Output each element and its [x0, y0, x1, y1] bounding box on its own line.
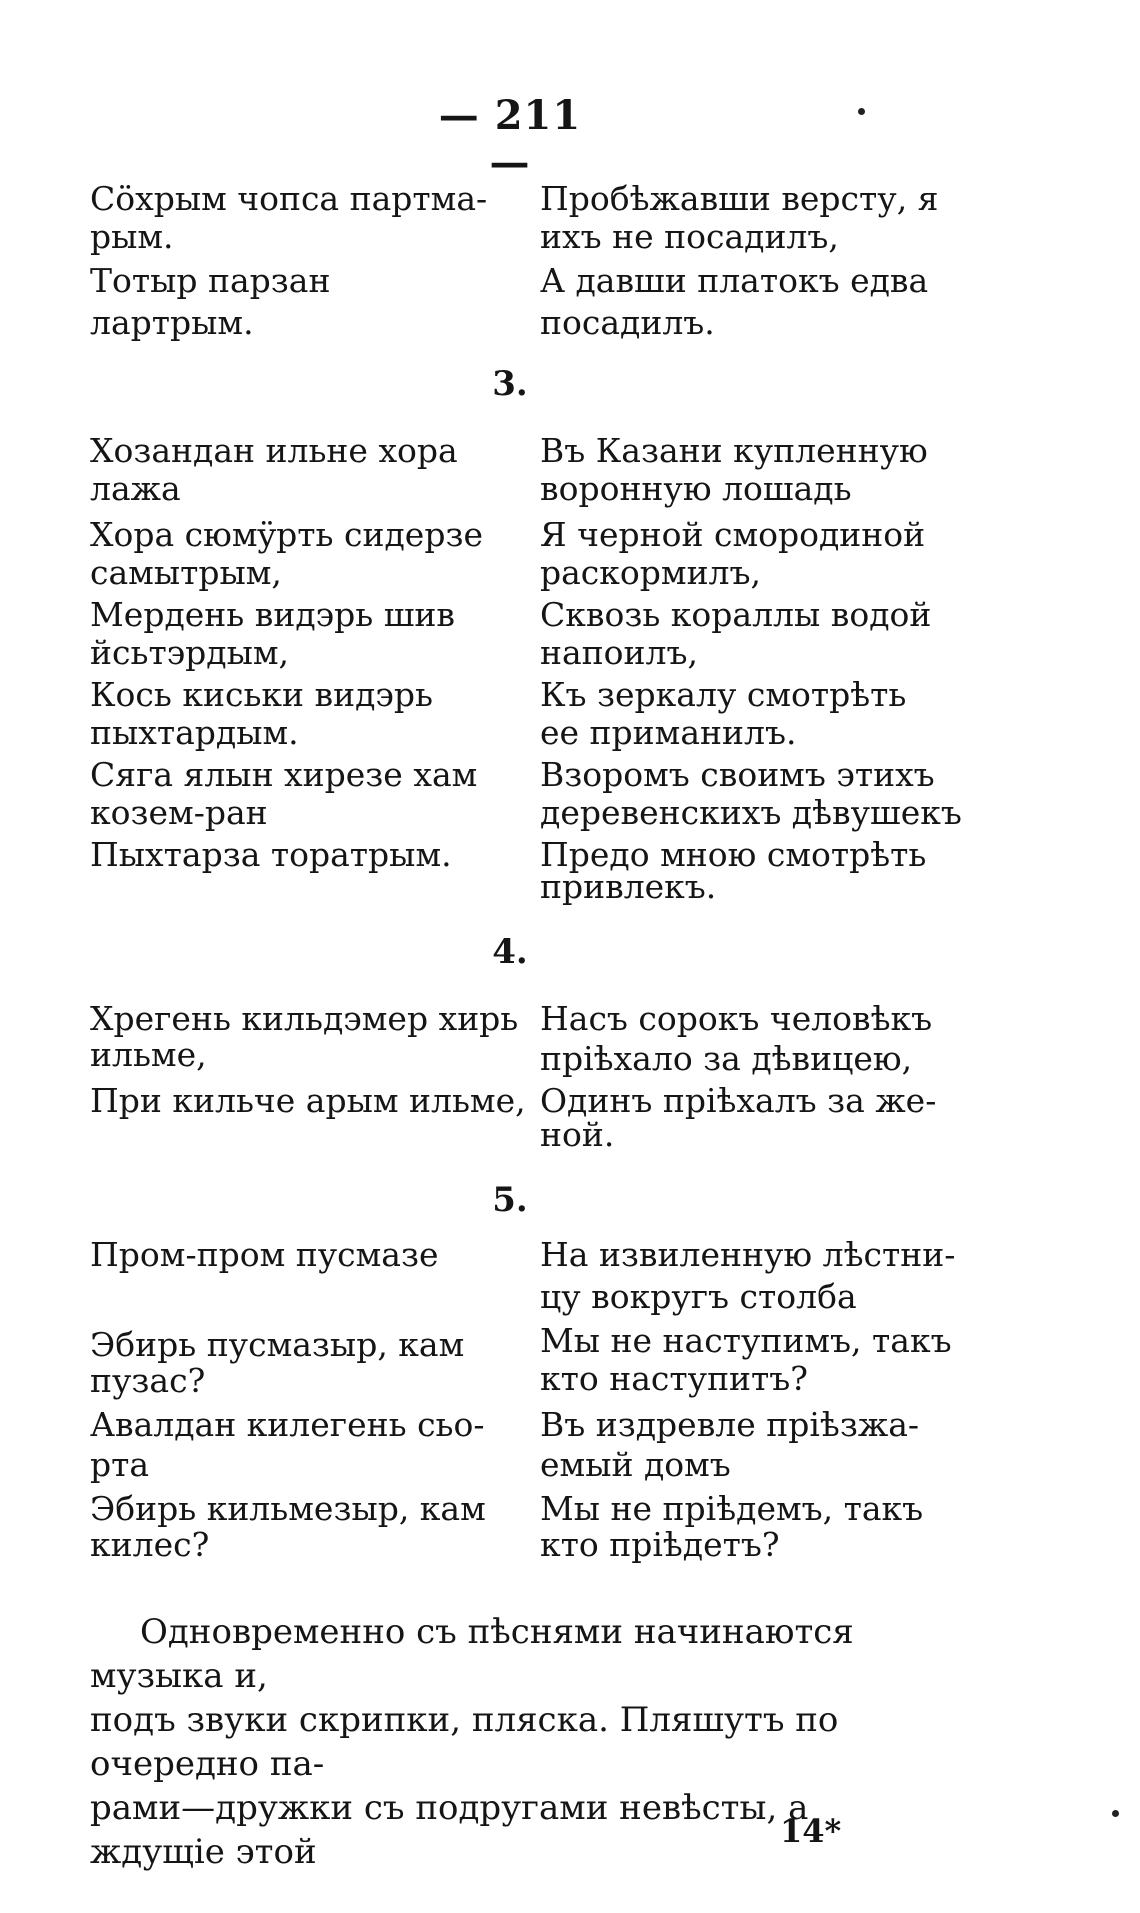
udmurt-line: Хозандан ильне хора: [90, 431, 458, 470]
udmurt-line: Эбирь пусмазыр, кам: [90, 1325, 465, 1364]
stanza-number: 5.: [492, 1180, 528, 1220]
russian-line: Пробѣжавши версту, я: [540, 179, 939, 218]
udmurt-line: лажа: [90, 469, 181, 508]
stanza-number: 3.: [492, 364, 528, 404]
udmurt-line: При кильче арым ильме,: [90, 1081, 526, 1120]
russian-line: Въ издревле пріѣзжа-: [540, 1405, 920, 1444]
russian-line: Мы не наступимъ, такъ: [540, 1321, 952, 1360]
udmurt-line: Кось киськи видэрь: [90, 675, 433, 714]
russian-line: Одинъ пріѣхалъ за же-: [540, 1081, 937, 1120]
russian-line: цу вокругъ столба: [540, 1277, 857, 1316]
russian-line: кто пріѣдетъ?: [540, 1525, 780, 1564]
udmurt-line: Авалдан килегень сьо-: [90, 1405, 485, 1444]
russian-line: А давши платокъ едва: [540, 261, 929, 300]
russian-line: ее приманилъ.: [540, 713, 797, 752]
russian-line: Сквозь кораллы водой: [540, 595, 932, 634]
prose-line: подъ звуки скрипки, пляска. Пляшутъ по очередно па-: [90, 1700, 839, 1784]
russian-line: Къ зеркалу смотрѣть: [540, 675, 907, 714]
udmurt-line: килес?: [90, 1525, 210, 1564]
udmurt-line: козем-ран: [90, 793, 268, 832]
udmurt-line: Мердень видэрь шив: [90, 595, 455, 634]
russian-line: Мы не пріѣдемъ, такъ: [540, 1489, 924, 1528]
russian-line: деревенскихъ дѣвушекъ: [540, 793, 962, 832]
signature-mark: 14*: [780, 1812, 842, 1850]
udmurt-line: пыхтардым.: [90, 713, 299, 752]
russian-line: Я черной смородиной: [540, 515, 926, 554]
udmurt-line: рта: [90, 1445, 150, 1484]
russian-line: кто наступитъ?: [540, 1359, 808, 1398]
russian-line: напоилъ,: [540, 633, 698, 672]
russian-line: воронную лошадь: [540, 469, 852, 508]
udmurt-line: Сяга ялын хирезе хам: [90, 755, 478, 794]
udmurt-line: Тотыр парзан: [90, 261, 331, 300]
russian-line: раскормилъ,: [540, 553, 762, 592]
udmurt-line: Эбирь кильмезыр, кам: [90, 1489, 486, 1528]
udmurt-line: Хора сюмÿрть сидерзе: [90, 515, 483, 554]
page-number: — 211 —: [438, 92, 582, 186]
udmurt-line: лартрым.: [90, 303, 254, 342]
russian-line: Въ Казани купленную: [540, 431, 928, 470]
russian-line: Предо мною смотрѣть: [540, 835, 927, 874]
udmurt-line: Хрегень кильдэмер хирь: [90, 999, 519, 1038]
udmurt-line: Пром-пром пусмазе: [90, 1235, 439, 1274]
prose-line: рами—дружки съ подругами невѣсты, а ждущіе этой: [90, 1788, 809, 1872]
udmurt-line: Пыхтарза торатрым.: [90, 835, 452, 874]
russian-line: емый домъ: [540, 1445, 731, 1484]
udmurt-line: пузас?: [90, 1361, 206, 1400]
russian-line: привлекъ.: [540, 867, 717, 906]
udmurt-line: рым.: [90, 217, 174, 256]
udmurt-line: ильме,: [90, 1035, 207, 1074]
russian-line: пріѣхало за дѣвицею,: [540, 1039, 913, 1078]
udmurt-line: Сöхрым чопса партма-: [90, 179, 488, 218]
stanza-number: 4.: [492, 932, 528, 972]
russian-line: Насъ сорокъ человѣкъ: [540, 999, 933, 1038]
russian-line: посадилъ.: [540, 303, 715, 342]
russian-line: На извиленную лѣстни-: [540, 1235, 956, 1274]
udmurt-line: самытрым,: [90, 553, 282, 592]
russian-line: Взоромъ своимъ этихъ: [540, 755, 935, 794]
russian-line: ихъ не посадилъ,: [540, 217, 839, 256]
ink-speck: [1112, 1810, 1119, 1817]
prose-line: Одновременно съ пѣснями начинаются музыка и,: [90, 1612, 854, 1696]
russian-line: ной.: [540, 1115, 615, 1154]
ink-speck: [858, 108, 865, 115]
udmurt-line: йсьтэрдым,: [90, 633, 290, 672]
